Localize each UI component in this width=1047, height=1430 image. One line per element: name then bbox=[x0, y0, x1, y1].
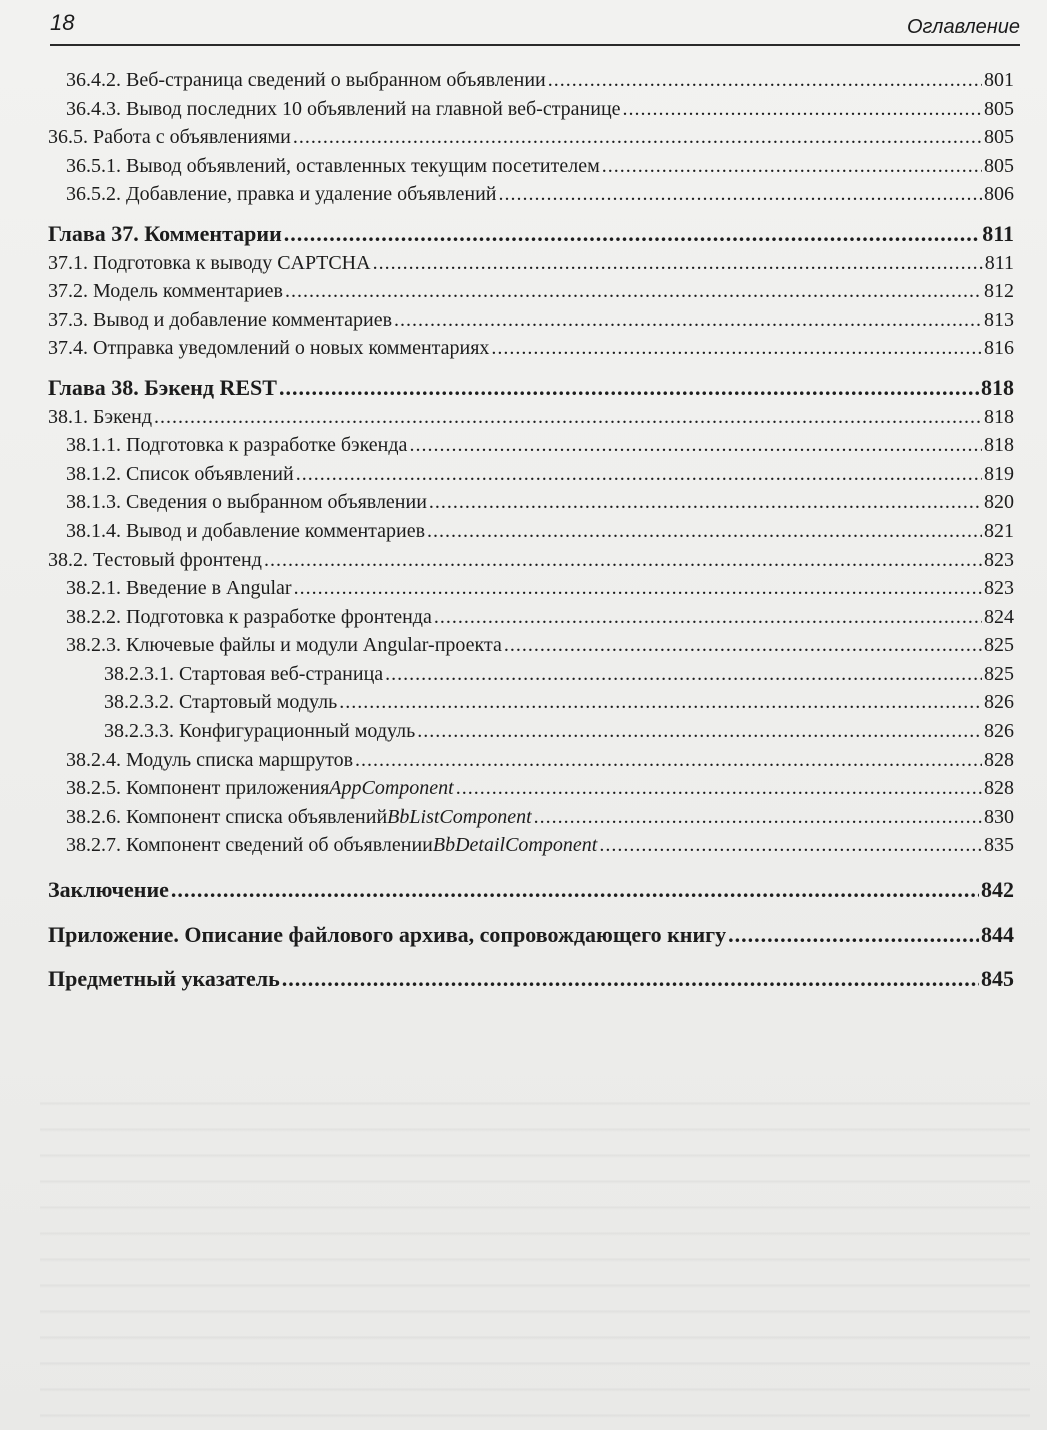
toc-entry-title: 37.3. Вывод и добавление комментариев bbox=[48, 308, 393, 331]
toc-leader-dots bbox=[599, 831, 982, 860]
toc-entry-title: 38.2.3. Ключевые файлы и модули Angular-проекта bbox=[66, 634, 502, 657]
toc-entry-title: Заключение bbox=[48, 877, 169, 903]
toc-gap bbox=[48, 905, 1014, 921]
show-through-text bbox=[40, 1080, 1030, 1420]
toc-page-number: 819 bbox=[984, 462, 1014, 485]
toc-leader-dots bbox=[491, 334, 982, 363]
toc-entry-title: 38.2.6. Компонент списка объявлений bbox=[66, 805, 388, 828]
toc-leader-dots bbox=[623, 95, 982, 124]
toc-entry-title: 38.2.3.1. Стартовая веб-страница bbox=[104, 662, 384, 685]
toc-leader-dots bbox=[385, 660, 982, 689]
toc-entry-title: Приложение. Описание файлового архива, сопровождающего книгу bbox=[48, 921, 727, 947]
toc-entry-title: 38.2. Тестовый фронтенд bbox=[48, 548, 262, 571]
toc-page-number: 830 bbox=[984, 805, 1014, 828]
toc-page-number: 835 bbox=[984, 834, 1014, 857]
toc-page-number: 813 bbox=[984, 308, 1014, 331]
toc-entry bbox=[48, 152, 1014, 181]
toc-entry-title: 38.1.2. Список объявлений bbox=[66, 462, 294, 485]
toc-entry bbox=[48, 334, 1014, 363]
toc-leader-dots bbox=[499, 180, 982, 209]
toc-page-number: 845 bbox=[981, 966, 1014, 992]
toc-entry-title: 36.4.2. Веб-страница сведений о выбранном объявлении bbox=[66, 69, 546, 91]
toc-page-number: 805 bbox=[984, 154, 1014, 177]
toc-entry bbox=[48, 460, 1014, 489]
toc-leader-dots bbox=[154, 403, 982, 432]
toc-entry-title: 38.2.5. Компонент приложения bbox=[66, 777, 330, 800]
toc-chapter-entry bbox=[48, 220, 1014, 249]
toc-chapter-entry bbox=[48, 876, 1014, 905]
toc-leader-dots bbox=[355, 746, 982, 775]
toc-entry bbox=[48, 717, 1014, 746]
toc-entry-title: 36.5.2. Добавление, правка и удаление объявлений bbox=[66, 183, 497, 206]
toc-entry-title: 38.1.1. Подготовка к разработке бэкенда bbox=[66, 434, 408, 457]
toc-page-number: 811 bbox=[984, 251, 1014, 274]
toc-entry-title: 36.5. Работа с объявлениями bbox=[48, 126, 291, 149]
toc-leader-dots bbox=[409, 431, 982, 460]
toc-chapter-entry bbox=[48, 921, 1014, 950]
toc-entry bbox=[48, 688, 1014, 717]
toc-leader-dots bbox=[296, 460, 982, 489]
toc-entry bbox=[48, 95, 1014, 124]
toc-page-number: 801 bbox=[984, 69, 1014, 91]
toc-entry-title: Глава 38. Бэкенд REST bbox=[48, 374, 277, 400]
toc-entry-title: 36.5.1. Вывод объявлений, оставленных текущим посетителем bbox=[66, 154, 600, 177]
toc-leader-dots bbox=[429, 488, 982, 517]
toc-page-number: 842 bbox=[981, 877, 1014, 903]
toc-entry bbox=[48, 603, 1014, 632]
toc-entry bbox=[48, 431, 1014, 460]
toc-page-number: 818 bbox=[984, 405, 1014, 428]
toc-page-number: 825 bbox=[984, 634, 1014, 657]
toc-entry bbox=[48, 574, 1014, 603]
toc-gap bbox=[48, 363, 1014, 374]
toc-leader-dots bbox=[427, 517, 982, 546]
toc-entry bbox=[48, 249, 1014, 278]
toc-entry-title: 38.2.3.3. Конфигурационный модуль bbox=[104, 720, 416, 743]
toc-entry bbox=[48, 746, 1014, 775]
toc-entry-title: 38.2.7. Компонент сведений об объявлении bbox=[66, 834, 433, 857]
toc-page-number: 826 bbox=[984, 720, 1014, 743]
toc-entry-title: Глава 37. Комментарии bbox=[48, 220, 282, 246]
toc-chapter-entry bbox=[48, 374, 1014, 403]
toc-leader-dots bbox=[282, 965, 979, 994]
toc-page-number: 824 bbox=[984, 605, 1014, 628]
toc-page-number: 805 bbox=[984, 97, 1014, 120]
toc-leader-dots bbox=[534, 803, 982, 832]
toc-entry-title: 37.4. Отправка уведомлений о новых комментариях bbox=[48, 337, 490, 360]
toc-leader-dots bbox=[417, 717, 982, 746]
toc-entry-title: 38.1. Бэкенд bbox=[48, 405, 153, 428]
running-title: Оглавление bbox=[906, 16, 1020, 38]
toc-page-number: 828 bbox=[984, 777, 1014, 800]
header-rule bbox=[50, 44, 1020, 46]
toc-leader-dots bbox=[279, 374, 979, 403]
toc-entry-title: 36.4.3. Вывод последних 10 объявлений на главной веб-странице bbox=[66, 97, 621, 120]
toc-entry bbox=[48, 803, 1014, 832]
toc-leader-dots bbox=[602, 152, 982, 181]
toc-entry bbox=[48, 546, 1014, 575]
toc-entry-title: 38.2.4. Модуль списка маршрутов bbox=[66, 748, 354, 771]
toc-leader-dots bbox=[394, 306, 982, 335]
toc-leader-dots bbox=[728, 921, 979, 950]
toc-entry bbox=[48, 66, 1014, 95]
toc-leader-dots bbox=[293, 123, 982, 152]
toc-entry bbox=[48, 180, 1014, 209]
toc-page-number: 806 bbox=[984, 183, 1014, 206]
table-of-contents bbox=[48, 66, 1014, 994]
toc-page-number: 812 bbox=[984, 280, 1014, 303]
toc-entry bbox=[48, 277, 1014, 306]
toc-gap bbox=[48, 949, 1014, 965]
toc-leader-dots bbox=[264, 546, 982, 575]
toc-leader-dots bbox=[456, 774, 982, 803]
toc-page-number: 844 bbox=[981, 921, 1014, 947]
toc-page-number: 820 bbox=[984, 491, 1014, 514]
toc-leader-dots bbox=[171, 876, 979, 905]
toc-entry-italic-name: BbListComponent bbox=[387, 805, 532, 828]
toc-page-number: 818 bbox=[981, 374, 1014, 400]
toc-page-number: 821 bbox=[984, 519, 1014, 542]
toc-leader-dots bbox=[339, 688, 982, 717]
toc-entry-italic-name: AppComponent bbox=[329, 777, 454, 800]
toc-entry-title: 37.2. Модель комментариев bbox=[48, 280, 283, 303]
toc-leader-dots bbox=[504, 631, 982, 660]
toc-entry-title: 38.1.4. Вывод и добавление комментариев bbox=[66, 519, 426, 542]
toc-chapter-entry bbox=[48, 965, 1014, 994]
toc-entry-title: Предметный указатель bbox=[48, 966, 280, 992]
toc-page-number: 816 bbox=[984, 337, 1014, 360]
toc-leader-dots bbox=[294, 574, 982, 603]
toc-leader-dots bbox=[548, 66, 982, 95]
toc-page-number: 811 bbox=[982, 220, 1014, 246]
toc-page-number: 825 bbox=[984, 662, 1014, 685]
toc-entry bbox=[48, 517, 1014, 546]
toc-entry bbox=[48, 831, 1014, 860]
toc-page-number: 818 bbox=[984, 434, 1014, 457]
toc-leader-dots bbox=[373, 249, 983, 278]
toc-page-number: 828 bbox=[984, 748, 1014, 771]
toc-entry-title: 38.2.1. Введение в Angular bbox=[66, 577, 292, 600]
toc-gap bbox=[48, 209, 1014, 220]
toc-entry bbox=[48, 123, 1014, 152]
toc-page-number: 805 bbox=[984, 126, 1014, 149]
toc-page-number: 823 bbox=[984, 548, 1014, 571]
toc-entry bbox=[48, 631, 1014, 660]
toc-entry-title: 38.1.3. Сведения о выбранном объявлении bbox=[66, 491, 427, 514]
page-header bbox=[50, 8, 1020, 42]
toc-leader-dots bbox=[285, 277, 982, 306]
toc-entry-italic-name: BbDetailComponent bbox=[432, 834, 598, 857]
toc-entry-title: 38.2.3.2. Стартовый модуль bbox=[104, 691, 338, 714]
toc-entry bbox=[48, 488, 1014, 517]
toc-gap bbox=[48, 860, 1014, 876]
toc-leader-dots bbox=[434, 603, 982, 632]
toc-entry bbox=[48, 403, 1014, 432]
toc-entry bbox=[48, 660, 1014, 689]
toc-page-number: 826 bbox=[984, 691, 1014, 714]
toc-leader-dots bbox=[284, 220, 980, 249]
page-number: 18 bbox=[50, 10, 75, 35]
toc-entry bbox=[48, 774, 1014, 803]
toc-entry-title: 37.1. Подготовка к выводу CAPTCHA bbox=[48, 251, 371, 274]
toc-page-number: 823 bbox=[984, 577, 1014, 600]
toc-entry bbox=[48, 306, 1014, 335]
toc-entry-title: 38.2.2. Подготовка к разработке фронтенда bbox=[66, 605, 432, 628]
